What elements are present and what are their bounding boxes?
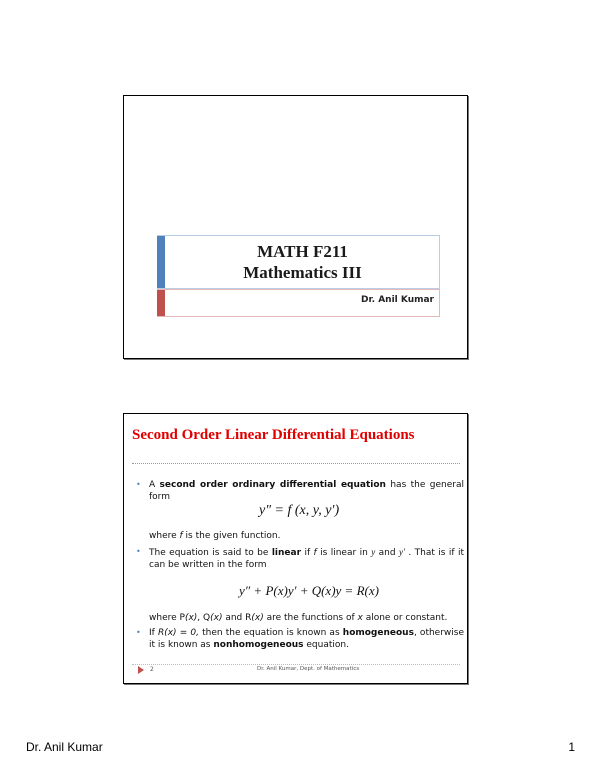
emphasis-term: linear [271,548,302,558]
text-run: has the general form [149,480,465,502]
slide-1 [123,95,468,359]
italic-var: x [357,613,363,623]
emphasis-term: nonhomogeneous [213,640,304,650]
italic-var: f [179,531,183,541]
italic-var: f [313,548,317,558]
where-line-2 [149,612,464,624]
text-run: , otherwise it is known as [149,628,464,650]
text-run: and [375,548,399,558]
equation-general-form: y″ = f (x, y, y′) [259,503,340,518]
text-run: The equation is said to be [149,548,272,558]
italic-var: R(x) = 0, [157,628,199,638]
text-run: equation. [303,640,349,650]
italic-var: (x) [184,613,198,623]
slide-2-title: Second Order Linear Differential Equations [132,427,415,443]
italic-var: (x) [210,613,223,623]
text-run: alone or constant. [362,613,448,623]
slide-2 [123,413,468,684]
text-run: A [149,480,160,490]
bullet-2 [149,546,464,571]
footer-divider [132,664,460,665]
emphasis-term: second order ordinary differential equation [159,480,386,490]
slide-title [165,241,440,283]
slide-author: Dr. Anil Kumar [361,295,434,305]
text-run: If [149,628,158,638]
arrow-right-icon [138,666,144,674]
math-var: y′ [398,547,405,557]
text-run: . That is if it can be written in the form [149,548,465,570]
title-divider [132,463,460,464]
page-footer-author: Dr. Anil Kumar [26,740,103,754]
text-run: where [149,531,180,541]
italic-var: (x) [251,613,264,623]
math-var: y [371,547,376,557]
bullet-icon: • [136,547,141,556]
bullet-1 [149,479,464,503]
course-name: Mathematics III [243,263,362,282]
bullet-3 [149,627,464,651]
text-run: if [301,548,314,558]
text-run: , Q [197,613,211,623]
bullet-icon: • [136,480,141,489]
slide-footer-text: Dr. Anil Kumar, Dept. of Mathematics [257,666,360,672]
text-run: is linear in [316,548,372,558]
text-run: where P [149,613,185,623]
slide-number: 2 [150,666,154,673]
text-run: are the functions of [263,613,358,623]
text-run: and R [222,613,252,623]
bullet-icon: • [136,628,141,637]
equation-linear-form: y″ + P(x)y′ + Q(x)y = R(x) [239,583,379,598]
page-number: 1 [568,740,575,754]
text-run: then the equation is known as [198,628,343,638]
course-code: MATH F211 [257,242,348,261]
where-line-1 [149,530,464,542]
text-run: is the given function. [182,531,281,541]
emphasis-term: homogeneous [342,628,414,638]
